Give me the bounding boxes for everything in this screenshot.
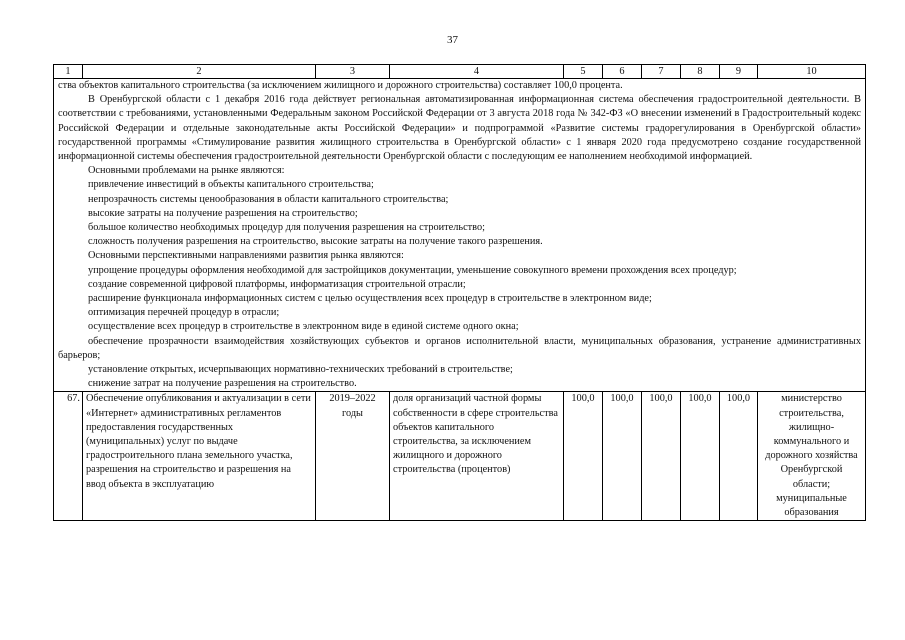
column-number: 2	[83, 65, 316, 79]
paragraph: высокие затраты на получение разрешения на строительство;	[88, 207, 358, 219]
paragraph: непрозрачность системы ценообразования в области капитального строительства;	[88, 193, 449, 205]
value-cell-2019: 100,0	[564, 392, 603, 521]
program-table	[53, 64, 866, 521]
measure-cell: Обеспечение опубликования и актуализации в сети «Интернет» административных регламентов предоставления государственных (муниципальных) услуг по выдаче градостроительного плана земельного участка, разрешения на строительство и разрешения на ввод объекта в эксплуатацию	[83, 392, 316, 521]
paragraph: большое количество необходимых процедур для получения разрешения на строительство;	[88, 222, 485, 234]
column-number: 1	[54, 65, 83, 79]
paragraph: упрощение процедуры оформления необходимой для застройщиков документации, уменьшение совокупного времени прохождения всех процедур;	[88, 264, 737, 276]
value-cell-2020: 100,0	[603, 392, 642, 521]
paragraph: сложность получения разрешения на строительство, высокие затраты на получение такого разрешения.	[88, 236, 543, 248]
column-number: 9	[720, 65, 758, 79]
indicator-cell: доля организаций частной формы собственности в сфере строительства объектов капитального строительства, за исключением жилищного и дорожного строительства (процентов)	[390, 392, 564, 521]
paragraph: расширение функционала информационных систем с целью осуществления всех процедур в строительстве в электронном виде;	[88, 293, 652, 305]
column-number: 5	[564, 65, 603, 79]
responsible-cell: министерство строительства, жилищно-коммунального и дорожного хозяйства Оренбургской области; муниципальные образования	[758, 392, 866, 521]
paragraph: осуществление всех процедур в строительстве в электронном виде в единой системе одного окна;	[88, 321, 519, 333]
paragraph: снижение затрат на получение разрешения на строительство.	[88, 378, 357, 390]
value-cell-2022: 100,0	[681, 392, 720, 521]
period-cell: 2019–2022 годы	[316, 392, 390, 521]
page-number: 37	[447, 34, 458, 46]
column-number: 3	[316, 65, 390, 79]
paragraph: Основными проблемами на рынке являются:	[88, 165, 285, 177]
market-description-text	[54, 79, 866, 392]
paragraph: привлечение инвестиций в объекты капитального строительства;	[88, 179, 374, 191]
text-block-row	[54, 79, 866, 392]
paragraph: оптимизация перечней процедур в отрасли;	[88, 307, 280, 319]
table-row	[54, 392, 866, 521]
row-number: 67.	[54, 392, 83, 521]
column-number: 8	[681, 65, 720, 79]
paragraph: В Оренбургской области с 1 декабря 2016 года действует региональная автоматизированная информационная система обеспечения градостроительной деятельности. В соответствии с требованиями, установленными Федеральным законом Российской Федерации от 3 августа 2018 года № 342-ФЗ «О внесении изменений в Градостроительный кодекс Российской Федерации и отдельные законодательные акты Российской Федерации» и подпрограммой «Развитие системы градорегулирования в Оренбургской области» государственной программы «Стимулирование развития жилищного строительства в Оренбургской области» с 1 января 2020 года предусмотрено создание государственной информационной системы обеспечения градостроительной деятельности Оренбургской области с последующим ее наполнением необходимой информацией.	[58, 94, 861, 163]
column-number: 4	[390, 65, 564, 79]
column-number: 6	[603, 65, 642, 79]
value-cell-2023: 100,0	[720, 392, 758, 521]
paragraph: обеспечение прозрачности взаимодействия хозяйствующих субъектов и органов исполнительной власти, муниципальных образования, устранение административных барьеров;	[58, 335, 861, 361]
paragraph: создание современной цифровой платформы, информатизация строительной отрасли;	[88, 278, 466, 290]
paragraph: установление открытых, исчерпывающих нормативно-технических требований в строительстве;	[88, 364, 513, 376]
column-number-row	[54, 65, 866, 79]
value-cell-2021: 100,0	[642, 392, 681, 521]
column-number: 10	[758, 65, 866, 79]
paragraph: ства объектов капитального строительства (за исключением жилищного и дорожного строительства) составляет 100,0 процента.	[58, 80, 623, 91]
column-number: 7	[642, 65, 681, 79]
paragraph: Основными перспективными направлениями развития рынка являются:	[88, 250, 404, 262]
